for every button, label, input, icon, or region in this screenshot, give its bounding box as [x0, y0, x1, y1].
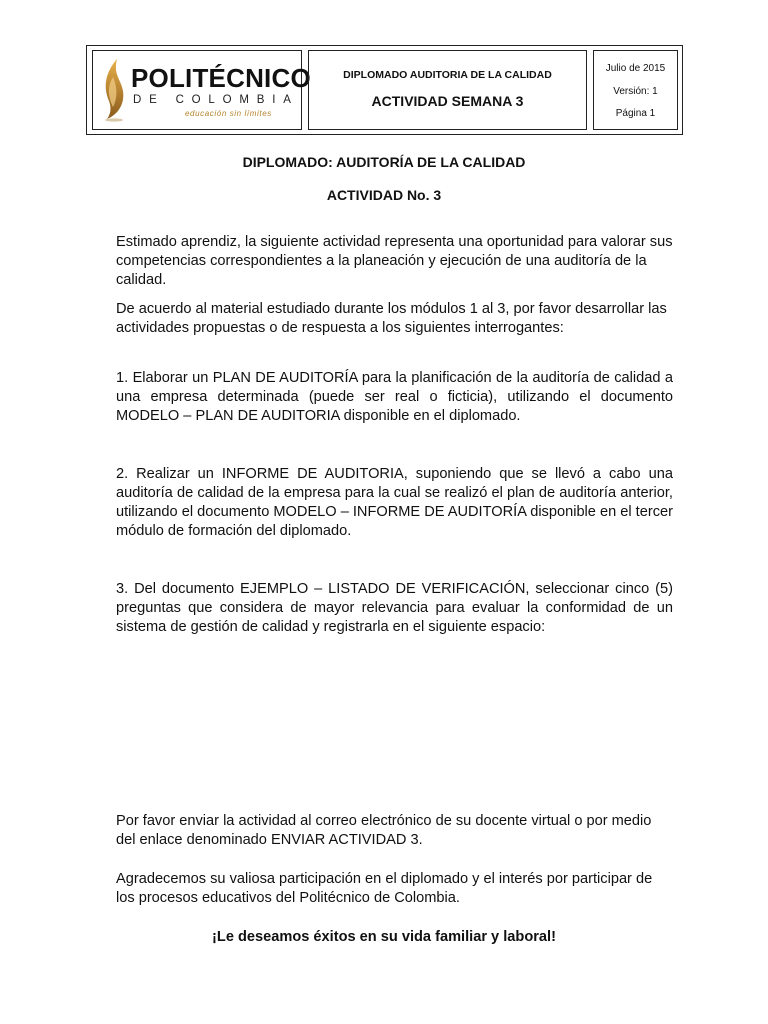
document-subtitle: ACTIVIDAD No. 3: [326, 187, 442, 203]
flame-logo-icon: [99, 57, 129, 123]
activity-week-title: ACTIVIDAD SEMANA 3: [371, 93, 524, 109]
course-name: DIPLOMADO AUDITORIA DE LA CALIDAD: [343, 69, 552, 81]
logo-cell: [92, 50, 311, 130]
thanks-paragraph: Agradecemos su valiosa participación en el diplomado y el interés por participar de los procesos educativos del Politécnico de Colombia.: [116, 871, 653, 906]
header-title-cell: [308, 50, 587, 130]
doc-date: Julio de 2015: [605, 63, 666, 74]
submission-paragraph: Por favor enviar la actividad al correo electrónico de su docente virtual o por medio del enlace denominado ENVIAR ACTIVIDAD 3.: [116, 813, 652, 848]
logo-subtitle: DE COLOMBIA: [133, 94, 299, 106]
instructions-paragraph: De acuerdo al material estudiado durante los módulos 1 al 3, por favor desarrollar las actividades propuestas o de respuesta a los siguientes interrogantes:: [116, 301, 667, 336]
activity-item-3: 3. Del documento EJEMPLO – LISTADO DE VERIFICACIÓN, seleccionar cinco (5) preguntas que considera de mayor relevancia para evaluar la conformidad de un sistema de gestión de calidad y registrarla en el siguiente espacio:: [116, 581, 673, 635]
document-header: [86, 45, 683, 135]
document-title: DIPLOMADO: AUDITORÍA DE LA CALIDAD: [242, 154, 526, 170]
activity-item-2: 2. Realizar un INFORME DE AUDITORIA, suponiendo que se llevó a cabo una auditoría de calidad de la empresa para la cual se realizó el plan de auditoría anterior, utilizando el documento MODELO – INFORME DE AUDITORÍA disponible en el tercer módulo de formación del diplomado.: [116, 466, 673, 539]
activity-item-1: 1. Elaborar un PLAN DE AUDITORÍA para la planificación de la auditoría de calidad a una empresa determinada (puede ser real o ficticia), utilizando el documento MODELO – PLAN DE AUDITORIA disponible en el diplomado.: [116, 370, 673, 424]
doc-page: Página 1: [615, 108, 656, 119]
logo-name: POLITÉCNICO: [131, 63, 311, 93]
header-meta-cell: [593, 50, 678, 130]
logo-tagline: educación sin límites: [185, 109, 272, 118]
intro-paragraph: Estimado aprendiz, la siguiente actividad representa una oportunidad para valorar sus competencias correspondientes a la planeación y ejecución de una auditoría de la calidad.: [116, 234, 673, 288]
closing-message: ¡Le deseamos éxitos en su vida familiar y laboral!: [212, 929, 556, 945]
doc-version: Versión: 1: [613, 86, 658, 97]
